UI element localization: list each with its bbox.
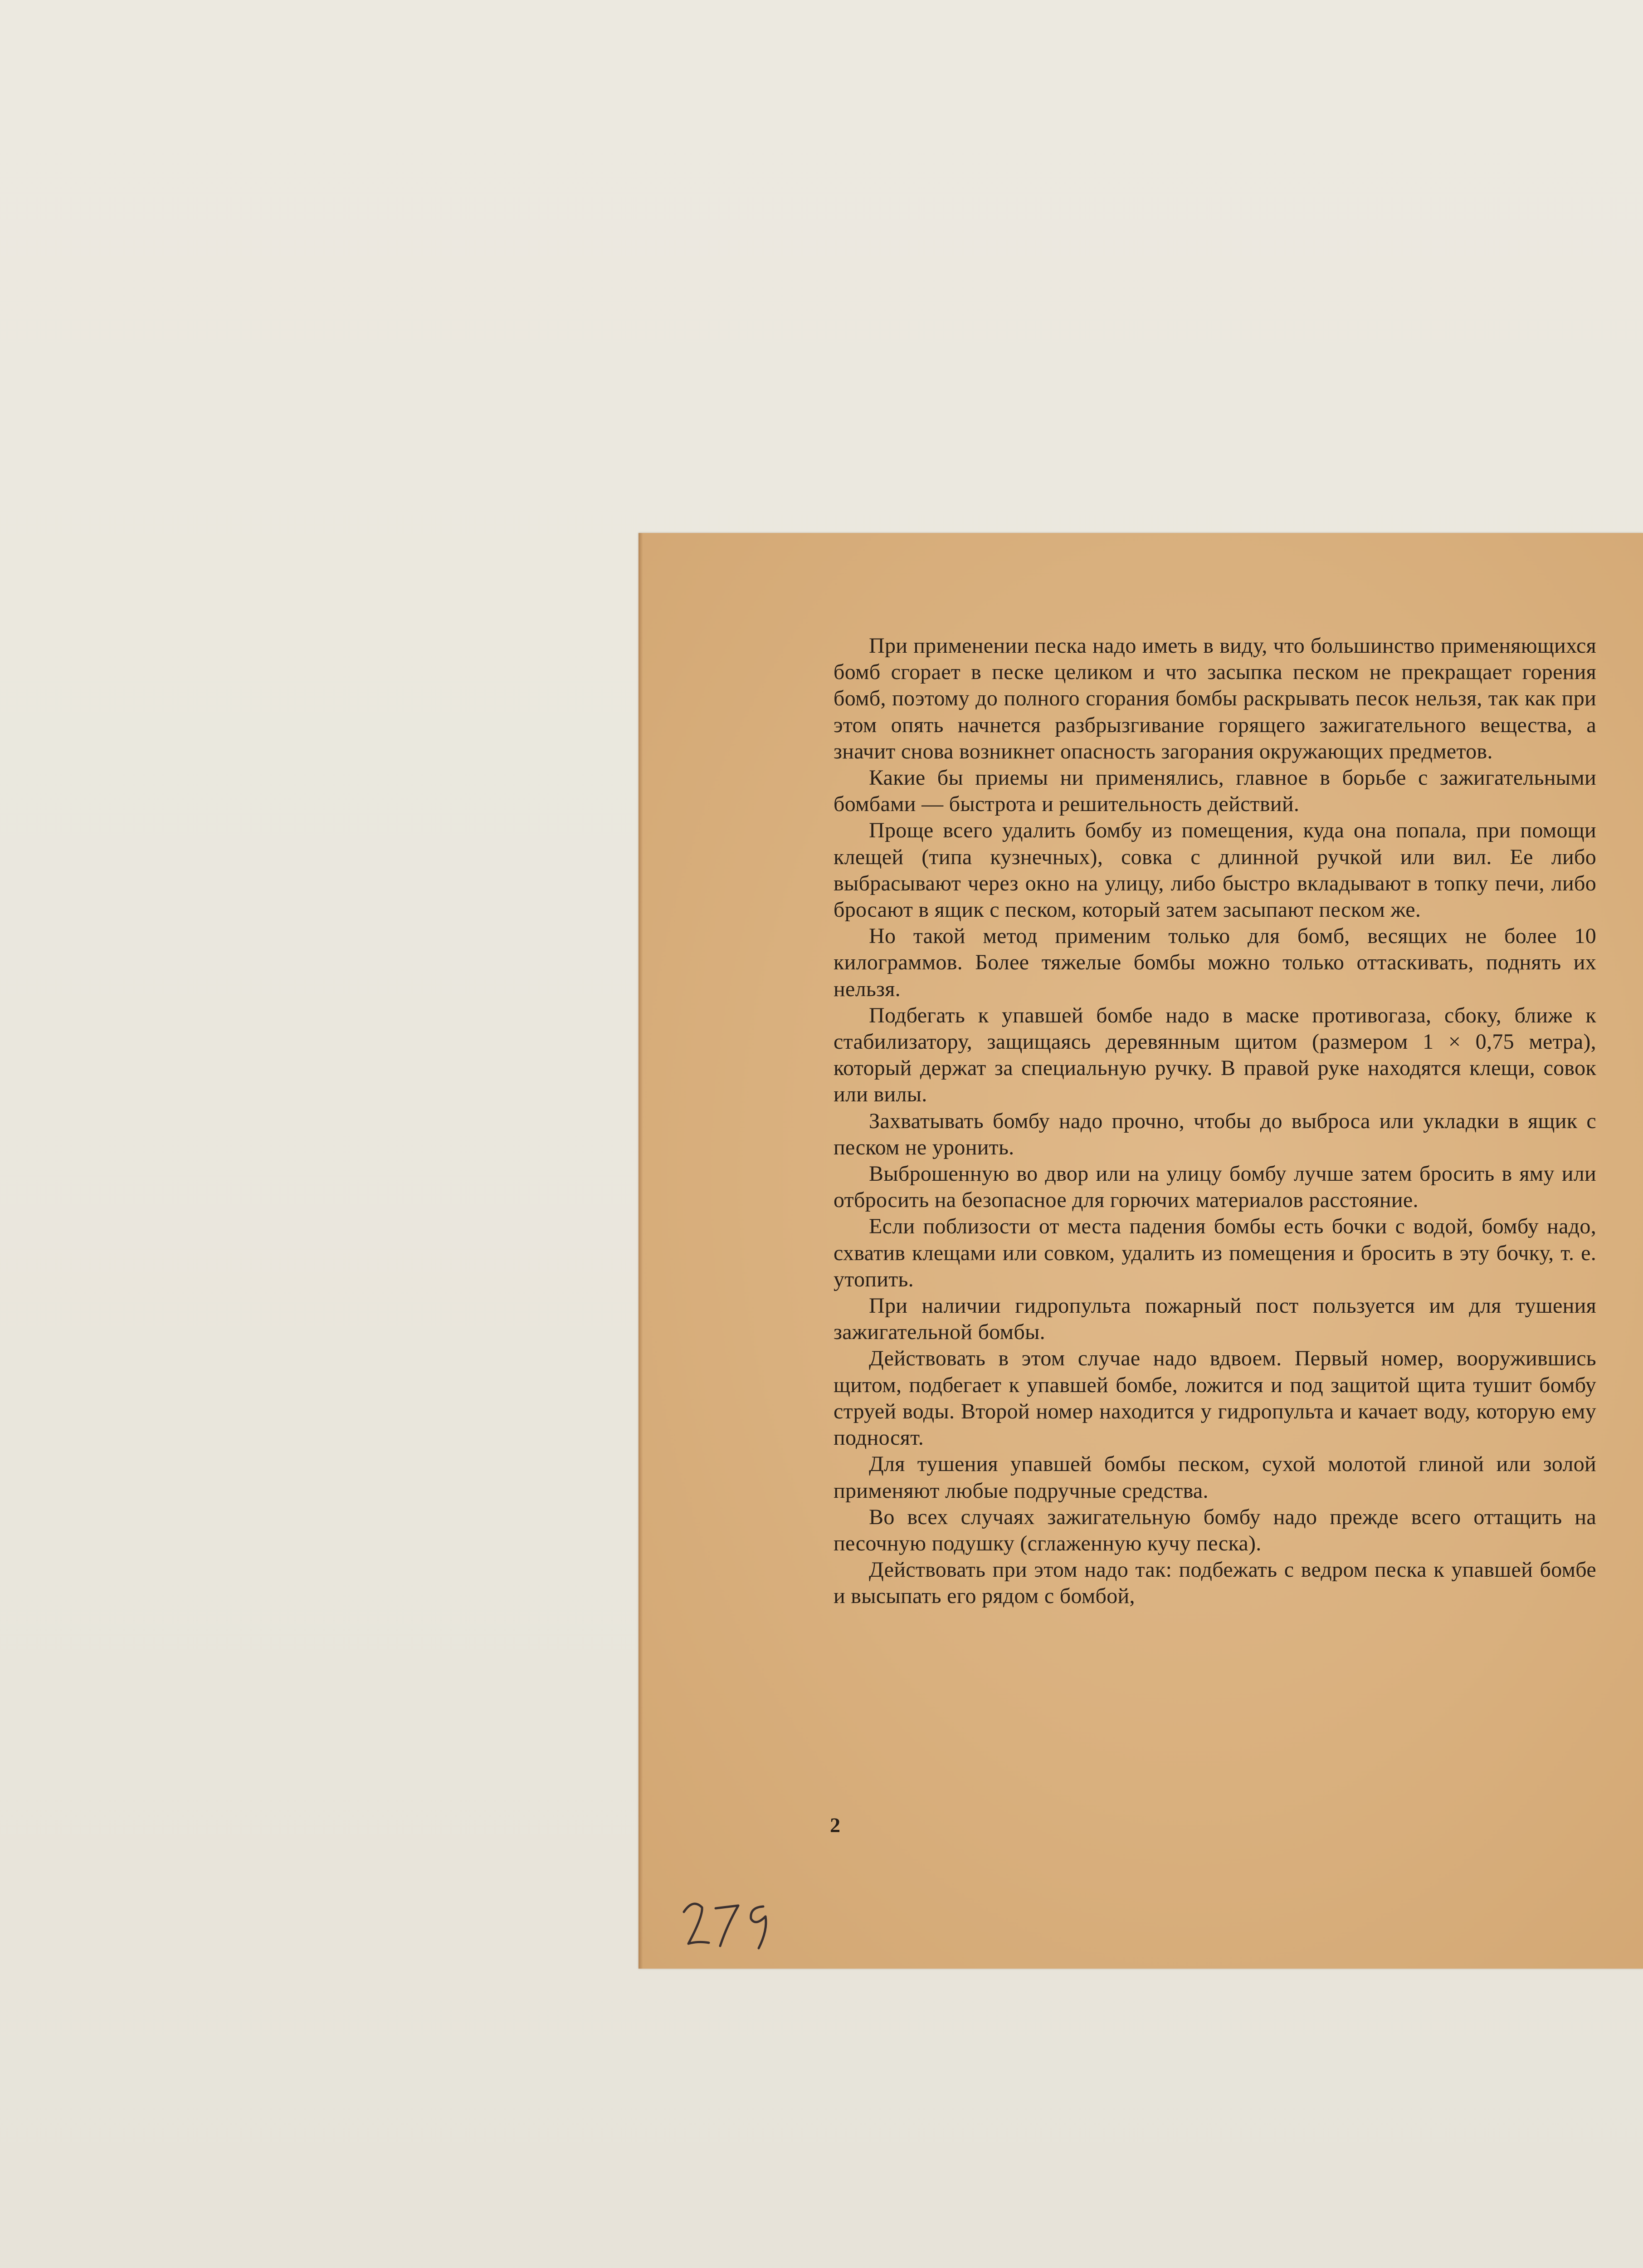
body-text: [834, 633, 1596, 1610]
page-number: 2: [830, 1813, 840, 1837]
paragraph: Во всех случаях зажигательную бомбу надо прежде всего оттащить на песочную подушку (сглаженную кучу песка).: [834, 1505, 1596, 1555]
paragraph: Какие бы приемы ни применялись, главное в борьбе с зажигательными бомбами — быстрота и решительность действий.: [834, 766, 1596, 816]
paragraph: При наличии гидропульта пожарный пост пользуется им для тушения зажигательной бомбы.: [834, 1294, 1596, 1344]
paragraph: Действовать в этом случае надо вдвоем. Первый номер, вооружившись щитом, подбегает к упавшей бомбе, ложится и под защитой щита тушит бомбу струей воды. Второй номер находится у гидропульта и качает воду, которую ему подносят.: [834, 1346, 1596, 1450]
paragraph: Для тушения упавшей бомбы песком, сухой молотой глиной или золой применяют любые подручные средства.: [834, 1452, 1596, 1503]
paragraph: Подбегать к упавшей бомбе надо в маске противогаза, сбоку, ближе к стабилизатору, защищаясь деревянным щитом (размером 1 × 0,75 метра), который держат за специальную ручку. В правой руке находятся клещи, совок или вилы.: [834, 1003, 1596, 1107]
paragraph: Если поблизости от места падения бомбы есть бочки с водой, бомбу надо, схватив клещами или совком, удалить из помещения и бросить в эту бочку, т. е. утопить.: [834, 1214, 1596, 1291]
paragraph: Проще всего удалить бомбу из помещения, куда она попала, при помощи клещей (типа кузнечных), совка с длинной ручкой или вил. Ее либо выбрасывают через окно на улицу, либо быстро вкладывают в топку печи, либо бросают в ящик с песком, который затем засыпают песком же.: [834, 818, 1596, 922]
handwritten-page-mark: [675, 1885, 784, 1953]
document-page: [639, 533, 1643, 1969]
paragraph: При применении песка надо иметь в виду, что большинство применяющихся бомб сгорает в песке целиком и что засыпка песком не прекращает горения бомб, поэтому до полного сгорания бомбы раскрывать песок нельзя, так как при этом опять начнется разбрызгивание горящего зажигательного вещества, а значит снова возникнет опасность загорания окружающих предметов.: [834, 634, 1596, 763]
paragraph: Но такой метод применим только для бомб, весящих не более 10 килограммов. Более тяжелые бомбы можно только оттаскивать, поднять их нельзя.: [834, 924, 1596, 1001]
paragraph: Захватывать бомбу надо прочно, чтобы до выброса или укладки в ящик с песком не уронить.: [834, 1109, 1596, 1159]
paragraph: Действовать при этом надо так: подбежать с ведром песка к упавшей бомбе и высыпать его рядом с бомбой,: [834, 1558, 1596, 1608]
paragraph: Выброшенную во двор или на улицу бомбу лучше затем бросить в яму или отбросить на безопасное для горючих материалов расстояние.: [834, 1162, 1596, 1212]
